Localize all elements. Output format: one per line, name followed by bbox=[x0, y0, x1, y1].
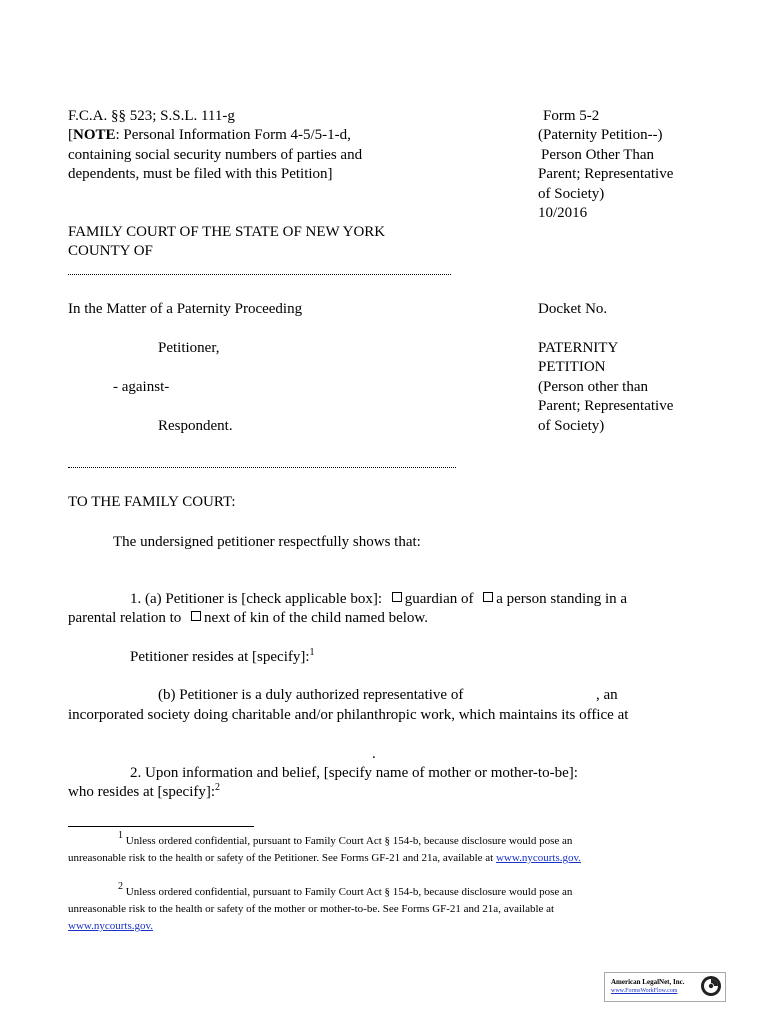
intro-statement: The undersigned petitioner respectfully shows that: bbox=[113, 534, 421, 550]
para-1b-period: . bbox=[372, 746, 376, 762]
checkbox-guardian[interactable] bbox=[392, 592, 402, 602]
form-desc-1: (Paternity Petition--) bbox=[538, 127, 663, 144]
form-desc-3: Parent; Representative bbox=[538, 166, 674, 183]
statute-citation: F.C.A. §§ 523; S.S.L. 111-g bbox=[68, 108, 235, 124]
to-court: TO THE FAMILY COURT: bbox=[68, 494, 236, 510]
para-1b-line1-start: (b) Petitioner is a duly authorized representative of bbox=[158, 687, 464, 703]
against-label: - against- bbox=[113, 379, 170, 395]
para-1b-line2: incorporated society doing charitable and/or philanthropic work, which maintains its office at bbox=[68, 707, 629, 723]
logo-url[interactable]: www.FormsWorkFlow.com bbox=[611, 988, 678, 994]
form-number: Form 5-2 bbox=[543, 108, 600, 124]
nycourts-link-2[interactable]: www.nycourts.gov. bbox=[68, 920, 154, 932]
footnote-1: $^1$ Unless ordered confidential, pursuant to Family Court Act § 154-b, because disclosure would pose an unreasonable risk to the health or safety of the Petitioner. See Forms GF-21 and 21a, available at www.nycourts.gov. bbox=[68, 830, 582, 864]
american-legalnet-logo bbox=[604, 972, 726, 1002]
para-2-line1: 2. Upon information and belief, [specify name of mother or mother-to-be]: bbox=[130, 765, 578, 781]
option-parental-relation: a person standing in a bbox=[496, 591, 628, 607]
header-right bbox=[538, 107, 673, 223]
matter-title: In the Matter of a Paternity Proceeding bbox=[68, 301, 303, 317]
para-1a-line2: parental relation to next of kin of the child named below. bbox=[68, 610, 429, 626]
petitioner-resides: Petitioner resides at [specify]:$^1$ bbox=[130, 647, 315, 665]
para-2-line2: who resides at [specify]:$^2$ bbox=[68, 782, 221, 800]
form-desc-2: Person Other Than bbox=[541, 146, 655, 163]
para-1a-line1: 1. (a) Petitioner is [check applicable box]: guardian of a person standing in a bbox=[130, 591, 628, 607]
note-line-4: dependents, must be filed with this Petition] bbox=[68, 166, 333, 183]
petitioner-label: Petitioner, bbox=[158, 340, 220, 356]
note-line-3: containing social security numbers of parties and bbox=[68, 146, 363, 163]
note-label: NOTE bbox=[73, 127, 116, 144]
petition-title: PATERNITY PETITION (Person other than Parent; Representative of Society) bbox=[538, 340, 674, 434]
logo-title: American LegalNet, Inc. bbox=[611, 978, 685, 986]
option-next-of-kin: next of kin of the child named below. bbox=[204, 610, 429, 626]
form-date: 10/2016 bbox=[538, 205, 588, 222]
county-fill-line[interactable] bbox=[68, 274, 451, 275]
logo-swirl-icon bbox=[700, 975, 722, 997]
respondent-label: Respondent. bbox=[158, 418, 233, 434]
county-label: COUNTY OF bbox=[68, 243, 153, 260]
option-guardian: guardian of bbox=[404, 591, 474, 607]
caption-divider bbox=[68, 467, 456, 468]
checkbox-next-of-kin[interactable] bbox=[191, 611, 201, 621]
court-heading bbox=[68, 223, 385, 262]
form-desc-4: of Society) bbox=[538, 185, 605, 202]
footnote-1-number: 1 bbox=[118, 830, 123, 841]
footnote-2-number: 2 bbox=[118, 881, 123, 892]
note-line: [NOTE: Personal Information Form 4-5/5-1-d, bbox=[68, 127, 351, 144]
header-left bbox=[68, 107, 362, 185]
court-name: FAMILY COURT OF THE STATE OF NEW YORK bbox=[68, 224, 386, 240]
footnote-ref-2: 2 bbox=[215, 782, 221, 793]
footnote-ref-1: 1 bbox=[309, 647, 315, 658]
footnote-separator bbox=[68, 826, 254, 827]
para-1b-line1-end: , an bbox=[596, 687, 618, 703]
footnote-2: $^2$ Unless ordered confidential, pursuant to Family Court Act § 154-b, because disclosure would pose an unreasonable risk to the health or safety of the mother or mother-to-be. See Forms GF-21 and 21a, available at www.nycourts.gov. bbox=[68, 881, 573, 932]
checkbox-parental-relation[interactable] bbox=[483, 592, 493, 602]
docket-label: Docket No. bbox=[538, 301, 608, 317]
nycourts-link-1[interactable]: www.nycourts.gov. bbox=[495, 852, 582, 864]
